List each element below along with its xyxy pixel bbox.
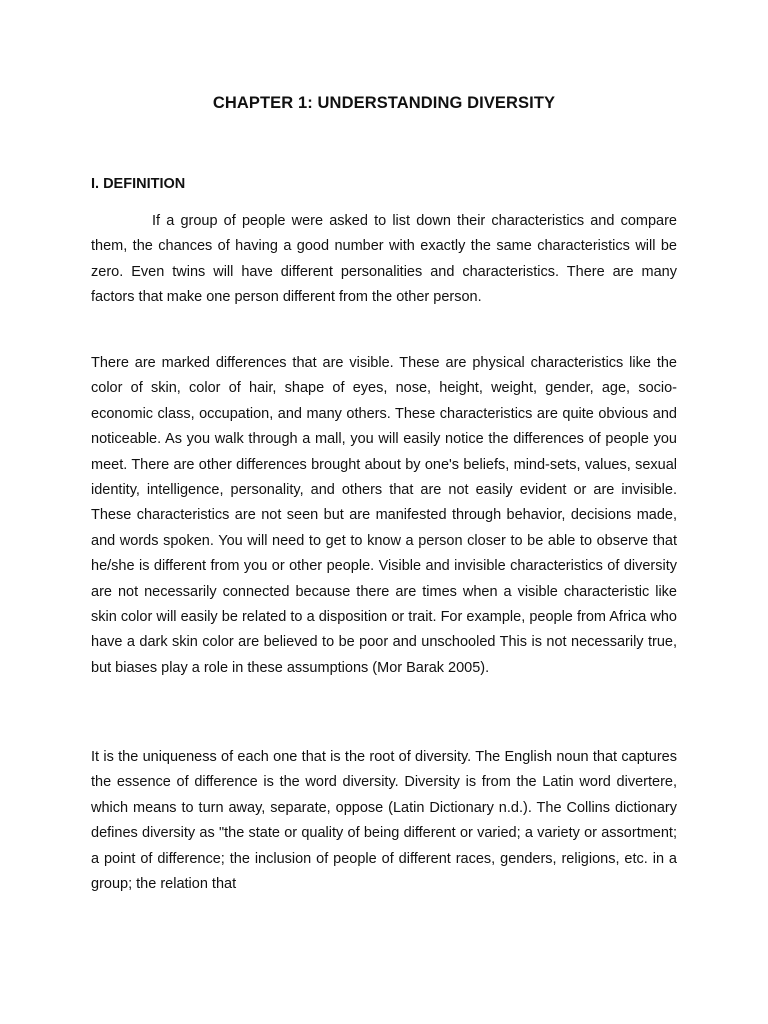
paragraph-1: If a group of people were asked to list down their characteristics and compare them, the chances of having a good number with exactly the same characteristics will be zero. Even twins will have different personalities and characteristics. There are many factors that make one person different from the other person.	[91, 213, 677, 306]
chapter-title: CHAPTER 1: UNDERSTANDING DIVERSITY	[212, 94, 556, 112]
section-heading: I. DEFINITION	[91, 176, 186, 192]
paragraph-3: It is the uniqueness of each one that is the root of diversity. The English noun that captures the essence of difference is the word diversity. Diversity is from the Latin word divertere, which means to turn away, separate, oppose (Latin Dictionary n.d.). The Collins dictionary defines diversity as "the state or quality of being different or varied; a variety or assortment; a point of difference; the inclusion of people of different races, genders, religions, etc. in a group; the relation that	[91, 749, 677, 893]
paragraph-2: There are marked differences that are visible. These are physical characteristics like the color of skin, color of hair, shape of eyes, nose, height, weight, gender, age, socio-economic class, occupation, and many others. These characteristics are quite obvious and noticeable. As you walk through a mall, you will easily notice the differences of people you meet. There are other differences brought about by one's beliefs, mind-sets, values, sexual identity, intelligence, personality, and others that are not easily evident or are invisible. These characteristics are not seen but are manifested through behavior, decisions made, and words spoken. You will need to get to know a person closer to be able to observe that he/she is different from you or other people. Visible and invisible characteristics of diversity are not necessarily connected because there are times when a visible characteristic like skin color will easily be related to a disposition or trait. For example, people from Africa who have a dark skin color are believed to be poor and unschooled This is not necessarily true, but biases play a role in these assumptions (Mor Barak 2005).	[91, 355, 677, 676]
